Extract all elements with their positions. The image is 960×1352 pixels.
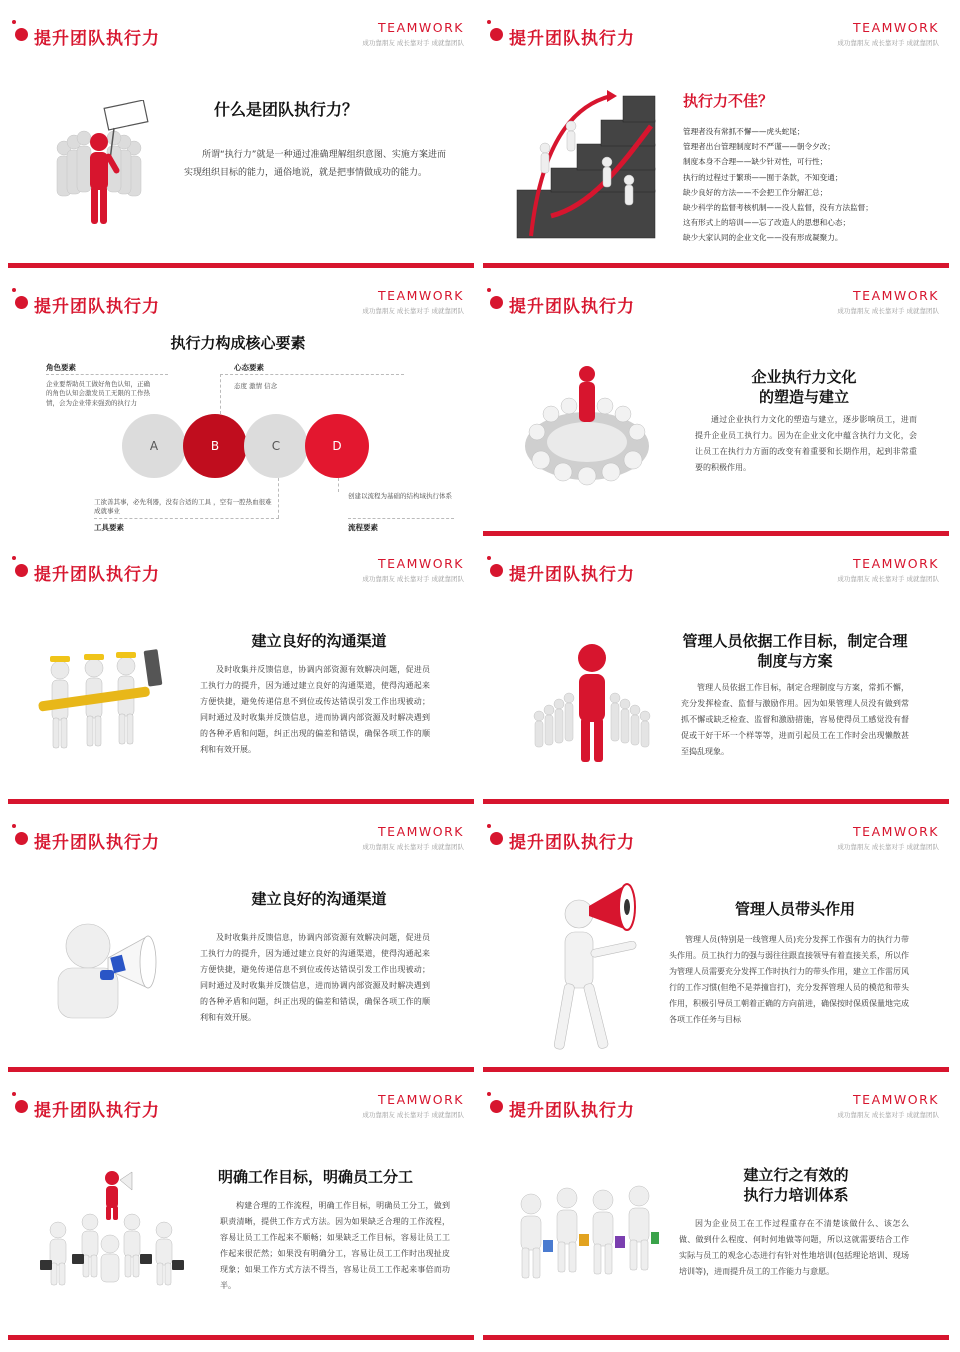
tool-element-text: 工欲善其事，必先利器，没有合适的工具 ，空有一腔热血很难成就事业	[94, 498, 272, 516]
process-element-text: 创建以流程为基础的结构域执行体系	[348, 492, 452, 500]
brand: TEAMWORK	[378, 20, 464, 35]
slide-footer-line	[8, 799, 474, 804]
list-item: 这有形式上的培训——忘了改造人的思想和心态；	[683, 218, 851, 228]
slide-6	[483, 544, 949, 804]
deco-dot	[15, 564, 28, 577]
deco-dot	[12, 20, 16, 24]
slogan: 成功靠朋友 成长靠对手 成就靠团队	[837, 307, 939, 315]
slide-title: 提升团队执行力	[509, 833, 635, 853]
slide-text: 因为企业员工在工作过程重存在不清楚该做什么、该怎么做、做到什么程度、何时何地做等问题，所以这就需要结合工作实际与员工的观念心态进行有针对性地培训(包括理论培训、现场培训等)，进而提升员工的工作能力与意愿。	[679, 1219, 909, 1276]
mind-element-text: 态度 激情 信念	[234, 382, 278, 390]
list-item: 管理者没有常抓不懈——虎头蛇尾；	[683, 127, 805, 136]
slide-9	[8, 1080, 474, 1340]
slide-title: 提升团队执行力	[509, 29, 635, 49]
slide-heading: 管理人员带头作用	[734, 900, 855, 918]
deco-dot	[12, 288, 16, 292]
deco-dot	[15, 832, 28, 845]
tool-element-title: 工具要素	[94, 523, 124, 532]
slide-heading: 建立行之有效的 执行力培训体系	[743, 1166, 849, 1204]
problem-list	[683, 124, 943, 246]
brand: TEAMWORK	[853, 556, 939, 571]
slogan: 成功靠朋友 成长靠对手 成就靠团队	[362, 307, 464, 315]
megaphone-leader-illustration	[531, 870, 651, 1060]
deco-dot	[12, 824, 16, 828]
slogan: 成功靠朋友 成长靠对手 成就靠团队	[362, 575, 464, 583]
slogan: 成功靠朋友 成长靠对手 成就靠团队	[837, 39, 939, 47]
stairs-arrow-illustration	[511, 86, 661, 246]
deco-dot	[490, 564, 503, 577]
list-item: 管理者出台管理制度时不严谨——朝令夕改；	[683, 142, 835, 152]
slide-heading: 管理人员依据工作目标，制定合理制度与方案	[682, 632, 908, 670]
slide-7	[8, 812, 474, 1072]
slide-heading: 执行力不佳？	[683, 92, 774, 110]
slide-title: 提升团队执行力	[34, 1101, 160, 1121]
slogan: 成功靠朋友 成长靠对手 成就靠团队	[362, 1111, 464, 1119]
mind-element-title: 心态要素	[234, 363, 264, 372]
brand: TEAMWORK	[853, 1092, 939, 1107]
slide-title: 提升团队执行力	[34, 833, 160, 853]
slide-8	[483, 812, 949, 1072]
brand: TEAMWORK	[378, 824, 464, 839]
process-element-title: 流程要素	[348, 523, 378, 532]
role-element-text: 企业要帮助员工做好角色认知，正确的角色认知会激发员工无限的工作热情，会为企业带来强劲的执行力	[46, 380, 150, 407]
slide-3	[8, 276, 474, 536]
slide-footer-line	[483, 263, 949, 268]
connector	[278, 478, 279, 518]
deco-dot	[12, 1092, 16, 1096]
deco-dot	[15, 296, 28, 309]
connector	[94, 518, 279, 519]
deco-dot	[487, 1092, 491, 1096]
slide-2	[483, 8, 949, 268]
slide-heading: 执行力构成核心要素	[170, 334, 306, 352]
deco-dot	[490, 832, 503, 845]
slide-heading: 建立良好的沟通渠道	[251, 890, 387, 908]
list-item: 缺少科学的监督考核机制——没人监督，没有方法监督；	[683, 202, 873, 212]
slide-footer-line	[483, 1067, 949, 1072]
brand: TEAMWORK	[378, 1092, 464, 1107]
brand: TEAMWORK	[378, 288, 464, 303]
slide-text: 所谓“执行力”就是一种通过准确理解组织意图、实施方案进而实现组织目标的能力，通俗地说，就是把事情做成功的能力。	[184, 150, 446, 178]
round-table-illustration	[517, 362, 657, 492]
slide-text: 及时收集并反馈信息，协调内部资源有效解决问题，促进员工执行力的提升，因为通过建立良好的沟通渠道，使得沟通起来方便快捷，避免传递信息不到位或传达错误引发工作出现被动；同时通过及时收集并反馈信息，进而协调内部资源及时解决遇到的各种矛盾和问题，纠正出现的偏差和错误，确保各项工作的顺利和有效开展。	[200, 665, 430, 754]
deco-dot	[487, 20, 491, 24]
slogan: 成功靠朋友 成长靠对手 成就靠团队	[362, 39, 464, 47]
megaphone-person-illustration	[52, 912, 172, 1022]
slide-text: 管理人员(特别是一线管理人员)充分发挥工作强有力的执行力带头作用。员工执行力的强与弱往往跟直接领导有着直接关系，所以作为管理人员需要充分发挥工作时执行力的带头作用，建立工作雷厉风行的工作习惯(但绝不是莽撞盲打)，充分发挥管理人员的模范和带头作用，积极引导员工朝着正确的方向前进，确保按时保质保量地完成各项工作任务与目标	[669, 935, 909, 1024]
slogan: 成功靠朋友 成长靠对手 成就靠团队	[837, 575, 939, 583]
connector	[220, 374, 221, 414]
deco-dot	[12, 556, 16, 560]
connector	[46, 374, 168, 375]
element-circle-c: C	[244, 414, 308, 478]
brand: TEAMWORK	[378, 556, 464, 571]
red-leader-crowd-illustration	[527, 636, 657, 766]
slide-footer-line	[483, 531, 949, 536]
deco-dot	[487, 824, 491, 828]
element-circle-a: A	[122, 414, 186, 478]
team-briefcase-illustration	[36, 1164, 186, 1294]
slide-footer-line	[8, 1335, 474, 1340]
slide-title: 提升团队执行力	[509, 297, 635, 317]
slide-text: 管理人员依据工作目标，制定合理制度与方案，常抓不懈，充分发挥检查、监督与激励作用。因为如果管理人员没有做到常抓不懈或缺乏检查、监督和激励措施，容易使得员工感觉没有督促或干好干坏一个样等等，进而引起员工在工作时会出现懒散甚至捣乱现象。	[681, 683, 909, 756]
leader-crowd-illustration	[44, 100, 154, 230]
slide-heading: 企业执行力文化 的塑造与建立	[751, 368, 857, 406]
list-item: 执行的过程过于繁琐——囿于条款，不知变通；	[683, 172, 843, 182]
role-element-title: 角色要素	[46, 363, 76, 372]
slide-text: 及时收集并反馈信息，协调内部资源有效解决问题，促进员工执行力的提升，因为通过建立良好的沟通渠道，使得沟通起来方便快捷，避免传递信息不到位或传达错误引发工作出现被动；同时通过及时收集并反馈信息，进而协调内部资源及时解决遇到的各种矛盾和问题，纠正出现的偏差和错误，确保各项工作的顺利和有效开展。	[200, 933, 430, 1022]
painters-illustration	[511, 1176, 661, 1286]
brand: TEAMWORK	[853, 824, 939, 839]
hammer-team-illustration	[34, 648, 174, 758]
deco-dot	[490, 1100, 503, 1113]
connector	[220, 374, 404, 375]
slogan: 成功靠朋友 成长靠对手 成就靠团队	[837, 843, 939, 851]
list-item: 缺少大家认同的企业文化——没有形成凝聚力。	[683, 233, 843, 243]
deco-dot	[15, 1100, 28, 1113]
deco-dot	[490, 28, 503, 41]
slide-heading: 明确工作目标，明确员工分工	[218, 1168, 414, 1186]
slide-5	[8, 544, 474, 804]
deco-dot	[487, 288, 491, 292]
slide-4	[483, 276, 949, 536]
slogan: 成功靠朋友 成长靠对手 成就靠团队	[837, 1111, 939, 1119]
brand: TEAMWORK	[853, 20, 939, 35]
connector	[338, 478, 339, 492]
slide-title: 提升团队执行力	[34, 29, 160, 49]
slide-title: 提升团队执行力	[509, 1101, 635, 1121]
slide-heading: 什么是团队执行力？	[214, 100, 359, 119]
slide-footer-line	[8, 1067, 474, 1072]
connector	[348, 518, 454, 519]
slide-10	[483, 1080, 949, 1340]
slide-footer-line	[483, 799, 949, 804]
deco-dot	[487, 556, 491, 560]
slide-title: 提升团队执行力	[34, 565, 160, 585]
slide-heading: 建立良好的沟通渠道	[251, 632, 387, 650]
slide-title: 提升团队执行力	[34, 297, 160, 317]
brand: TEAMWORK	[853, 288, 939, 303]
slide-1	[8, 8, 474, 268]
slide-text: 构建合理的工作流程，明确工作目标，明确员工分工，做到职责清晰，提供工作方式方法。因为如果缺乏合理的工作流程，容易让员工工作起来不顺畅；如果缺乏工作目标，容易让员工工作起来很茫然；如果没有明确分工，容易让员工工作时出现扯皮现象；如果工作方式方法不得当，容易让员工工作起来事倍而功半。	[220, 1201, 450, 1290]
slide-footer-line	[483, 1335, 949, 1340]
element-circle-d: D	[305, 414, 369, 478]
element-circle-b: B	[183, 414, 247, 478]
deco-dot	[490, 296, 503, 309]
slide-title: 提升团队执行力	[509, 565, 635, 585]
deco-dot	[15, 28, 28, 41]
slogan: 成功靠朋友 成长靠对手 成就靠团队	[362, 843, 464, 851]
slide-text: 通过企业执行力文化的塑造与建立，逐步影响员工，进而提升企业员工执行力。因为在企业文化中蕴含执行力文化，会让员工在执行力方面的改变有着重要和长期作用，起到非常重要的积极作用。	[695, 415, 917, 472]
list-item: 制度本身不合理——缺少针对性，可行性；	[683, 157, 828, 167]
slide-footer-line	[8, 263, 474, 268]
list-item: 缺少良好的方法——不会把工作分解汇总；	[683, 187, 828, 197]
